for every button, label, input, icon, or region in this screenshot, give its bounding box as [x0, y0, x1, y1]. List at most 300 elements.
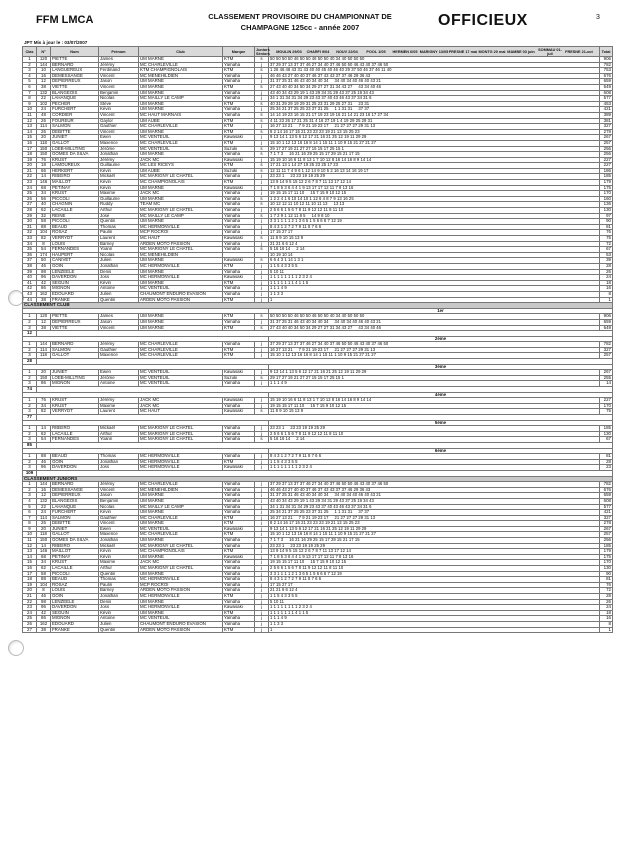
surname-cell: SALMON	[51, 124, 99, 130]
club-cell: MCP ROCROI	[139, 230, 223, 236]
surname-cell: DAVERDON	[51, 605, 99, 611]
results-chunk: 37 29 37 13 37 37 46 27 34 40 37 46 50 50 46 43 40 37 46 50	[270, 341, 389, 347]
bib-cell: 50	[37, 258, 51, 264]
brand-cell: Kawasaki	[223, 258, 255, 264]
results-chunk: 2 5 6 6 1 5 6 7 8 11 9 12 12 11 8 11 10	[270, 207, 344, 213]
club-cell: MC MARIGNY LE CHATEL	[139, 566, 223, 572]
rank-cell: 1	[23, 57, 37, 63]
results-chunk: 7 9 21 19 23 17	[298, 123, 329, 129]
rank-cell: 35	[23, 247, 37, 253]
brand-cell: KTM	[223, 594, 255, 600]
firstname-cell: Jason	[99, 319, 139, 325]
surname-cell: KRUST	[51, 157, 99, 163]
firstname-cell: Jonathan	[99, 152, 139, 158]
total-cell: 577	[600, 96, 613, 102]
firstname-cell: Thomas	[99, 224, 139, 230]
total-cell: 97	[600, 213, 613, 219]
category-cell: j	[255, 426, 269, 432]
brand-cell: Yamaha	[223, 543, 255, 549]
firstname-cell: Vincent	[99, 73, 139, 79]
race-header: FRESNE 17 mai	[448, 49, 478, 54]
category-cell: j	[255, 594, 269, 600]
brand-cell: Yamaha	[223, 342, 255, 348]
bib-cell: 8	[37, 241, 51, 247]
category-cell: j	[255, 431, 269, 437]
results-chunk: 23 23 1	[270, 173, 285, 179]
results-chunk: 15 7 15 9 10 12 15	[310, 190, 347, 196]
total-cell: 327	[600, 515, 613, 521]
category-cell: j	[255, 398, 269, 404]
results-chunk: 29 17 27 19 21 27 27 15 15 17 25 15 1	[270, 374, 345, 380]
surname-cell: DEMESSANGE	[51, 487, 99, 493]
firstname-cell: Jonathan	[99, 538, 139, 544]
club-cell: UM MARNE	[139, 493, 223, 499]
total-cell: 81	[600, 454, 613, 460]
total-cell: 649	[600, 325, 613, 331]
rank-cell: 23	[23, 180, 37, 186]
results-chunk: 1 7 2 9 1 12 11 8 5	[270, 212, 306, 218]
firstname-cell: José	[99, 213, 139, 219]
surname-cell: RIBEIRO	[51, 174, 99, 180]
surname-cell: JUNIET	[51, 526, 99, 532]
surname-cell: MAILLOT	[51, 549, 99, 555]
club-cell: MC CHARLEVILLE	[139, 515, 223, 521]
rank-cell: 26	[23, 621, 37, 627]
results-chunk: 15 10 1 12 13 16 16 8 14 1 15 11 1 10 9 15 21 27 21 27	[270, 139, 377, 145]
total-cell: 227	[600, 157, 613, 163]
category-cell: j	[255, 487, 269, 493]
brand-cell: Yamaha	[223, 269, 255, 275]
category-cell: s	[255, 129, 269, 135]
race-header: NOUV 22/04	[336, 49, 358, 54]
bib-cell: 88	[37, 577, 51, 583]
brand-cell: Yamaha	[223, 504, 255, 510]
results-chunk: 31 37 25 31 46 43 40 34 40 34	[270, 492, 329, 498]
brand-cell: Yamaha	[223, 208, 255, 214]
firstname-cell: Maxence	[99, 353, 139, 359]
surname-cell: KRUST	[51, 560, 99, 566]
club-cell: JACK MC	[139, 560, 223, 566]
bib-cell: 120	[37, 57, 51, 63]
bib-cell: 118	[37, 140, 51, 146]
total-cell: 227	[600, 163, 613, 169]
category-cell: s	[255, 196, 269, 202]
firstname-cell: Antoine	[99, 616, 139, 622]
category-cell: j	[255, 616, 269, 622]
brand-cell: Kawasaki	[223, 370, 255, 376]
category-cell: j	[255, 577, 269, 583]
bib-cell: 26	[37, 129, 51, 135]
results-chunk: 27 43 40 40 34 50 34 29 27 27 31 34 43 27	[270, 324, 353, 330]
rank-cell: 17	[23, 571, 37, 577]
brand-cell: Yamaha	[223, 582, 255, 588]
club-cell: UM MARNE	[139, 79, 223, 85]
club-rank-label: 3ème	[269, 364, 613, 370]
rank-cell: 11	[23, 112, 37, 118]
club-cell: ARDEN MOTO PASSION	[139, 241, 223, 247]
race-header: MARIGNY 13/05	[419, 49, 449, 54]
brand-cell: Yamaha	[223, 560, 255, 566]
firstname-cell: Kévin	[99, 107, 139, 113]
firstname-cell: Paulin	[99, 582, 139, 588]
firstname-cell: Nicolas	[99, 96, 139, 102]
club-cell: MC VENTEUIL	[139, 146, 223, 152]
bib-cell: 146	[37, 549, 51, 555]
bib-cell: 20	[37, 526, 51, 532]
brand-cell: Yamaha	[223, 621, 255, 627]
rank-cell: 18	[23, 152, 37, 158]
total-cell: 179	[600, 549, 613, 555]
total-cell: 16	[600, 286, 613, 292]
firstname-cell: Mickaël	[99, 543, 139, 549]
firstname-cell: Paulin	[99, 230, 139, 236]
firstname-cell: Ruddy	[99, 202, 139, 208]
brand-cell: Yamaha	[223, 493, 255, 499]
bib-cell: 26	[37, 521, 51, 527]
firstname-cell: Ewen	[99, 526, 139, 532]
category-cell: s	[255, 258, 269, 264]
club-cell: MC MENEHILDIEN	[139, 252, 223, 258]
category-cell: j	[255, 560, 269, 566]
club-cell: MC HERMONVILLE	[139, 577, 223, 583]
page-mark: 3	[596, 14, 600, 21]
category-cell: j	[255, 319, 269, 325]
rank-cell: 36	[23, 252, 37, 258]
club-cell: MC VENTEUIL	[139, 375, 223, 381]
rank-cell: 22	[23, 174, 37, 180]
firstname-cell: Julien	[99, 258, 139, 264]
category-cell: j	[255, 510, 269, 516]
results-chunk: 3 3 1 1 1 1 2 1 3 6 5 1 5 6 6 6 7 12 19	[270, 218, 342, 224]
rank-cell: 7	[23, 515, 37, 521]
rank-cell: 43	[23, 291, 37, 297]
bib-cell: 24	[37, 107, 51, 113]
total-cell: 421	[600, 510, 613, 516]
total-cell: 1	[600, 627, 613, 633]
bib-cell: 46	[37, 459, 51, 465]
bib-cell: 48	[37, 112, 51, 118]
category-cell: j	[255, 526, 269, 532]
surname-cell: SALMON	[51, 515, 99, 521]
brand-cell: KTM	[223, 347, 255, 353]
club-cell: UM MARNE	[139, 521, 223, 527]
total-cell: 90	[600, 219, 613, 225]
rank-cell: 13	[23, 124, 37, 130]
surname-cell: MAILLOT	[51, 180, 99, 186]
results-chunk: 6 6 4 3 1 14 1 3 1	[270, 257, 304, 263]
bib-cell: 10	[37, 68, 51, 74]
table-header-row	[23, 47, 613, 57]
bib-cell: 150	[37, 146, 51, 152]
firstname-cell: Julien	[99, 621, 139, 627]
rank-cell: 34	[23, 241, 37, 247]
category-cell: j	[255, 599, 269, 605]
surname-cell: PETINAY	[51, 554, 99, 560]
rank-cell: 28	[23, 208, 37, 214]
brand-cell: Yamaha	[223, 247, 255, 253]
club-cell: UM AUBE	[139, 118, 223, 124]
category-cell: s	[255, 202, 269, 208]
results-chunk: 1 26 46 46 43 31 43 40 40 45 40 46 40 29 37 50 46 37 46 11 40	[270, 67, 392, 73]
surname-cell: SEGUIN	[51, 610, 99, 616]
surname-cell: BEAUD	[51, 454, 99, 460]
club-cell: ARDEN MOTO PASSION	[139, 588, 223, 594]
firstname-cell: Vincent	[99, 129, 139, 135]
results-chunk: 23 23 19 19 25 29	[290, 425, 325, 431]
surname-cell: VIETTE	[51, 325, 99, 331]
club-cell: UM MARNE	[139, 599, 223, 605]
club-cell: MC HERMONVILLE	[139, 263, 223, 269]
rank-cell: 27	[23, 202, 37, 208]
brand-cell: KTM	[223, 180, 255, 186]
brand-cell: Kawasaki	[223, 554, 255, 560]
bib-cell: 144	[37, 482, 51, 488]
firstname-cell: Kévin	[99, 549, 139, 555]
brand-cell: Yamaha	[223, 96, 255, 102]
surname-cell: CORDIER	[51, 112, 99, 118]
bib-cell: 118	[37, 353, 51, 359]
bib-cell: 12	[37, 79, 51, 85]
total-cell: 18	[600, 610, 613, 616]
brand-cell: KTM	[223, 627, 255, 633]
total-cell: 278	[600, 521, 613, 527]
bib-cell: 18	[37, 163, 51, 169]
club-cell: MC HERMONVILLE	[139, 224, 223, 230]
club-cell: MC VENTEUIL	[139, 526, 223, 532]
bib-cell: 58	[37, 219, 51, 225]
brand-cell: Yamaha	[223, 431, 255, 437]
club-rank-label: 2ème	[269, 336, 613, 342]
firstname-cell: Jérémy	[99, 157, 139, 163]
brand-cell: Yamaha	[223, 538, 255, 544]
rank-cell: 16	[23, 140, 37, 146]
bib-cell: 54	[37, 247, 51, 253]
firstname-cell: Kévin	[99, 168, 139, 174]
club-cell: MC CHARLEVILLE	[139, 532, 223, 538]
results-chunk: 1 2 2 4 1 6 10 14 10 1 12 6 4 8 7 9 13 16 25	[270, 195, 354, 201]
brand-cell: Yamaha	[223, 202, 255, 208]
category-cell: j	[255, 482, 269, 488]
club-cell: UM MARNE	[139, 280, 223, 286]
results-chunk: 21 21 6 6 12 4	[270, 240, 298, 246]
results-chunk: 37 29 37 13 37 37 46 27 34 40 37 46 50 50 46 43 40 37 46 50	[270, 481, 389, 487]
firstname-cell: Nicolas	[99, 504, 139, 510]
category-cell: j	[255, 140, 269, 146]
bib-cell: 86	[37, 381, 51, 387]
category-cell: j	[255, 280, 269, 286]
category-cell: s	[255, 213, 269, 219]
surname-cell: JUNIET	[51, 135, 99, 141]
firstname-cell: Jason	[99, 79, 139, 85]
results-chunk: 8 4 3 1 2 7 2 7 9 11 8 7 6 6	[270, 223, 322, 229]
column-header: Club	[139, 47, 223, 57]
results-chunk: 5 16 16 14	[270, 436, 291, 442]
rank-cell: 19	[23, 582, 37, 588]
firstname-cell: Vincent	[99, 84, 139, 90]
rank-cell: 9	[23, 526, 37, 532]
bib-cell: 40	[37, 202, 51, 208]
surname-cell: LOEB-MILLTING	[51, 146, 99, 152]
club-cell: UM MARNE	[139, 319, 223, 325]
total-cell: 130	[600, 431, 613, 437]
club-cell: UM MARNE	[139, 314, 223, 320]
rank-cell: 21	[23, 168, 37, 174]
club-cell: UM MARNE	[139, 610, 223, 616]
firstname-cell: Maxence	[99, 140, 139, 146]
club-cell: MC CHAMPIGNOLAIS	[139, 549, 223, 555]
results-chunk: 37 37	[358, 509, 370, 515]
brand-cell: Suzuki	[223, 168, 255, 174]
rank-cell: 25	[23, 191, 37, 197]
bib-cell: 34	[37, 191, 51, 197]
total-cell: 753	[600, 68, 613, 74]
firstname-cell: Vincent	[99, 112, 139, 118]
results-chunk: 29 17 27 19 21 27 27 15 15 17 25 15 1	[270, 145, 345, 151]
bib-cell: 54	[37, 437, 51, 443]
results-chunk: 25 34 21 37 25 25 23 37 31 25	[270, 509, 329, 515]
brand-cell: Yamaha	[223, 90, 255, 96]
firstname-cell: Arthur	[99, 431, 139, 437]
rank-cell: 2	[23, 403, 37, 409]
results-chunk: 21 27 27 27 29 31 13	[334, 123, 376, 129]
bib-cell: 38	[37, 297, 51, 303]
category-cell: j	[255, 208, 269, 214]
bib-cell: 68	[37, 185, 51, 191]
total-cell: 175	[600, 554, 613, 560]
club-cell: MC CHARLEVILLE	[139, 124, 223, 130]
firstname-cell: Guillaume	[99, 196, 139, 202]
total-cell: 389	[600, 112, 613, 118]
results-chunk: 50 50 50 50 46 50 50 46 50 50 40 34 40 50 50 50	[270, 56, 365, 61]
results-chunk: 34 40 34 40 46 40 43 21	[334, 492, 382, 498]
surname-cell: LAMOUREUX	[51, 163, 99, 169]
results-chunk: 2 5 6 6 1 5 6 7 8 11 9 12 12 11 8 11 10	[270, 430, 344, 436]
surname-cell: GOMES DA SILVA	[51, 152, 99, 158]
firstname-cell: Vincent	[99, 521, 139, 527]
category-cell: j	[255, 538, 269, 544]
rank-cell: 2	[23, 375, 37, 381]
total-cell: 676	[600, 487, 613, 493]
total-cell: 185	[600, 543, 613, 549]
category-cell: s	[255, 375, 269, 381]
brand-cell: KTM	[223, 515, 255, 521]
surname-cell: HAUPERT	[51, 252, 99, 258]
surname-cell: VIETTE	[51, 84, 99, 90]
surname-cell: DEMESSANGE	[51, 73, 99, 79]
brand-cell: Kawasaki	[223, 236, 255, 242]
surname-cell: GALLOT	[51, 532, 99, 538]
surname-cell: BERNARD	[51, 482, 99, 488]
firstname-cell: Guillaume	[99, 163, 139, 169]
club-cell: UM MARNE	[139, 498, 223, 504]
column-header: Prénom	[99, 47, 139, 57]
brand-cell: KTM	[223, 325, 255, 331]
rank-cell: 14	[23, 129, 37, 135]
total-cell: 906	[600, 314, 613, 320]
results-chunk: 46 46 43 27 40 40 37 46 37 43 43 37 37 46 29 36 43	[270, 72, 371, 78]
results-chunk: 43 34 40 46	[358, 324, 382, 330]
brand-cell: Yamaha	[223, 454, 255, 460]
brand-cell: Yamaha	[223, 230, 255, 236]
rank-cell: 31	[23, 224, 37, 230]
category-cell: j	[255, 191, 269, 197]
rank-cell: 19	[23, 157, 37, 163]
bib-cell: 86	[37, 286, 51, 292]
rank-cell: 27	[23, 627, 37, 633]
surname-cell: DEPIERREUX	[51, 79, 99, 85]
race-header: CHARFI 9/04	[306, 49, 330, 54]
club-cell: MC MARIGNY LE CHATEL	[139, 426, 223, 432]
rank-cell: 3	[23, 409, 37, 415]
total-cell: 170	[600, 560, 613, 566]
firstname-cell: Quentin	[99, 571, 139, 577]
total-cell: 53	[600, 252, 613, 258]
results-chunk: 1 1 5 4 3 3 5 5	[270, 262, 298, 268]
brand-cell: Yamaha	[223, 213, 255, 219]
total-cell: 24	[600, 605, 613, 611]
firstname-cell: Vincent	[99, 325, 139, 331]
total-cell: 28	[600, 594, 613, 600]
brand-cell: KTM	[223, 84, 255, 90]
club-cell: MC HERMONVILLE	[139, 465, 223, 471]
bib-cell: 38	[37, 325, 51, 331]
firstname-cell: Thomas	[99, 454, 139, 460]
total-cell: 608	[600, 498, 613, 504]
firstname-cell: Joss	[99, 605, 139, 611]
firstname-cell: Stève	[99, 101, 139, 107]
club-cell: TEAM MC	[139, 202, 223, 208]
results-chunk: 31 37 25 31 46 43 40 34 40 34	[270, 318, 329, 324]
bib-cell: 118	[37, 532, 51, 538]
surname-cell: LOUIS	[51, 588, 99, 594]
results-chunk: 13 9 14 9 5 15 12 2 6 7 8 7 11 13 17 12 14	[270, 548, 351, 554]
category-cell: s	[255, 314, 269, 320]
results-chunk: 15 19 10 16 6 11 8 13 1 7 10 12 8 16 14 16 8 9 14 14	[270, 156, 372, 162]
club-cell: MC VENTEUIL	[139, 135, 223, 141]
surname-cell: VERRYDT	[51, 409, 99, 415]
category-cell: j	[255, 605, 269, 611]
total-cell: 267	[600, 370, 613, 376]
brand-cell: KTM	[223, 314, 255, 320]
category-cell: j	[255, 297, 269, 303]
column-header: Total	[600, 47, 613, 57]
category-cell: j	[255, 286, 269, 292]
total-cell: 256	[600, 146, 613, 152]
surname-cell: FRANKE	[51, 297, 99, 303]
rank-cell: 20	[23, 163, 37, 169]
rank-cell: 39	[23, 269, 37, 275]
category-cell: j	[255, 610, 269, 616]
column-header: Clas	[23, 47, 37, 57]
results-chunk: 7 1 8 5 3 6 4 4 1 9 13 17 17 12 11 7 8 13 16	[270, 184, 354, 190]
surname-cell: DEPIERREUX	[51, 493, 99, 499]
surname-cell: GOMES DA SILVA	[51, 538, 99, 544]
category-cell: j	[255, 90, 269, 96]
category-cell: j	[255, 521, 269, 527]
category-cell: j	[255, 269, 269, 275]
bib-cell: 38	[37, 627, 51, 633]
junior-section-title-label: CLASSEMENT JUNIORS	[23, 476, 613, 482]
brand-cell: KTM	[223, 280, 255, 286]
results-chunk: 23 23 1	[270, 425, 285, 431]
results-chunk: 7 1 7 3	[270, 537, 284, 543]
rank-cell: 3	[23, 437, 37, 443]
club-cell: ARDEN MOTO PASSION	[139, 627, 223, 633]
total-cell: 136	[600, 202, 613, 208]
firstname-cell: Laurent	[99, 236, 139, 242]
category-cell: s	[255, 57, 269, 63]
rank-cell: 24	[23, 185, 37, 191]
